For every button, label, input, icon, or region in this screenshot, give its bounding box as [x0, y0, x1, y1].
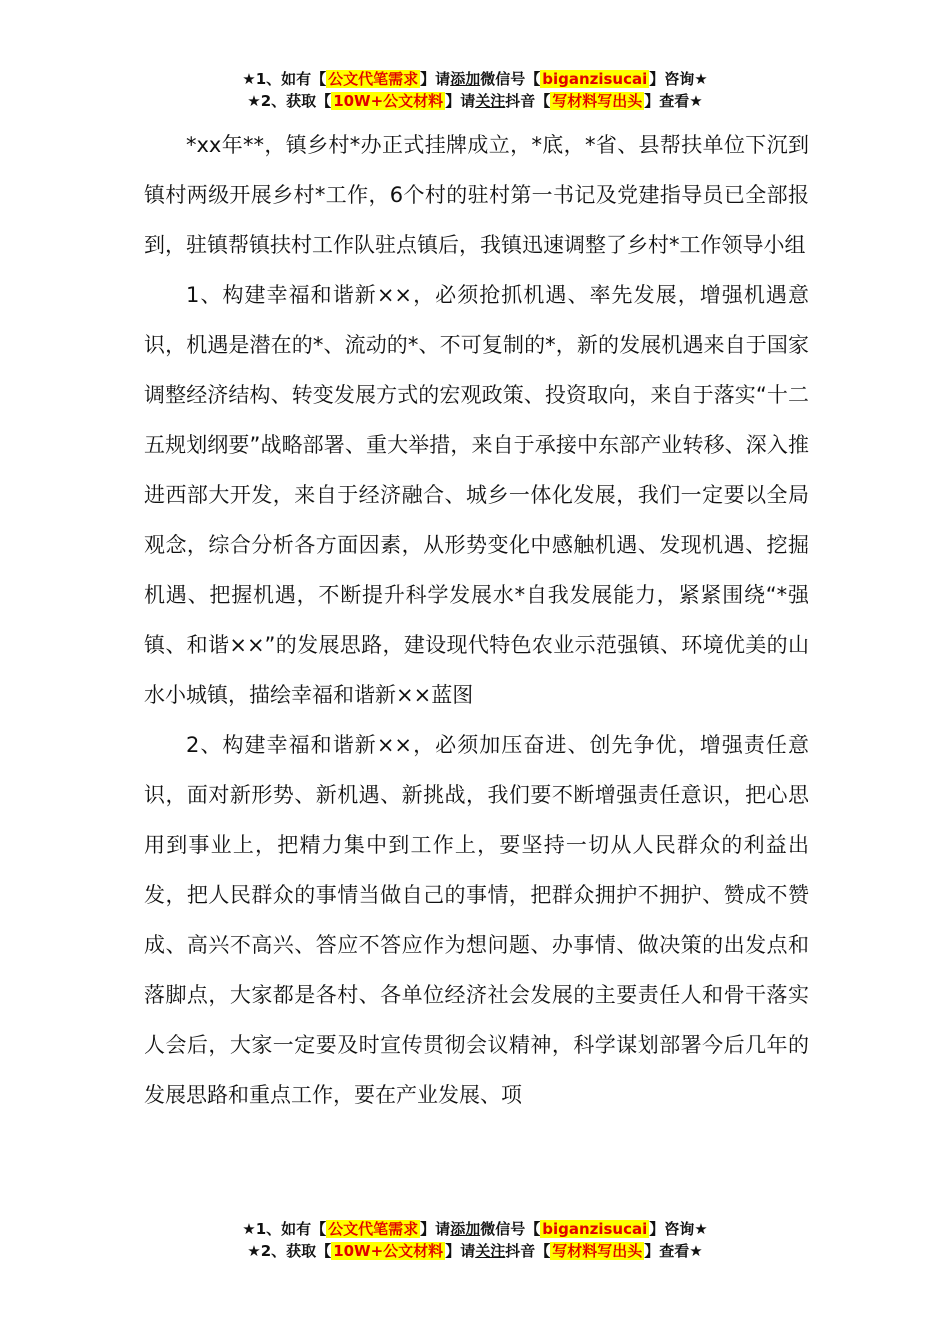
banner-text: 】查看★ [644, 1242, 703, 1260]
banner-text-underlined: 关注 [475, 1242, 506, 1260]
banner-text: 抖音【 [505, 92, 551, 110]
banner-text-underlined: 关注 [475, 92, 506, 110]
banner-text: ★2、获取【 [247, 1242, 332, 1260]
banner-text: 抖音【 [505, 1242, 551, 1260]
banner-text: 】咨询★ [649, 70, 708, 88]
paragraph-2: 2、构建幸福和谐新××，必须加压奋进、创先争优，增强责任意识，面对新形势、新机遇、新挑战，我们要不断增强责任意识，把心思用到事业上，把精力集中到工作上，要坚持一切从人民群众的利益出发，把人民群众的事情当做自己的事情，把群众拥护不拥护、赞成不赞成、高兴不高兴、答应不答应作为想问题、办事情、做决策的出发点和落脚点，大家都是各村、各单位经济社会发展的主要责任人和骨干落实人会后，大家一定要及时宣传贯彻会议精神，科学谋划部署今后几年的发展思路和重点工作，要在产业发展、项 [144, 733, 809, 1107]
paragraph-intro: *xx年**，镇乡村*办正式挂牌成立，*底，*省、县帮扶单位下沉到镇村两级开展乡村*工作，6个村的驻村第一书记及党建指导员已全部报到，驻镇帮镇扶村工作队驻点镇后，我镇迅速调整了乡村*工作领导小组 [144, 133, 809, 257]
banner-line-1 [0, 68, 950, 90]
header-banner [0, 68, 950, 112]
banner-text: 微信号【 [480, 1220, 541, 1238]
highlight-materials: 10W+公文材料 [333, 1242, 444, 1260]
banner-line-2 [0, 1240, 950, 1262]
highlight-douyin: 写材料写出头 [552, 92, 643, 110]
banner-line-1 [0, 1218, 950, 1240]
highlight-wechat-id: biganzisucai [542, 1220, 648, 1238]
banner-text: 】请 [445, 92, 476, 110]
banner-text: 】查看★ [644, 92, 703, 110]
banner-text: ★1、如有【 [242, 1220, 327, 1238]
banner-text: ★1、如有【 [242, 70, 327, 88]
banner-text: 微信号【 [480, 70, 541, 88]
highlight-service: 公文代笔需求 [328, 1220, 419, 1238]
banner-text: ★2、获取【 [247, 92, 332, 110]
highlight-service: 公文代笔需求 [328, 70, 419, 88]
highlight-materials: 10W+公文材料 [333, 92, 444, 110]
banner-text: 】请 [445, 1242, 476, 1260]
document-body [144, 120, 809, 1120]
banner-text: 】请 [420, 70, 451, 88]
footer-banner [0, 1218, 950, 1262]
highlight-wechat-id: biganzisucai [542, 70, 648, 88]
banner-text-underlined: 添加 [450, 70, 481, 88]
paragraph-1: 1、构建幸福和谐新××，必须抢抓机遇、率先发展，增强机遇意识，机遇是潜在的*、流动的*、不可复制的*，新的发展机遇来自于国家调整经济结构、转变发展方式的宏观政策、投资取向，来自于落实“十二五规划纲要”战略部署、重大举措，来自于承接中东部产业转移、深入推进西部大开发，来自于经济融合、城乡一体化发展，我们一定要以全局观念，综合分析各方面因素，从形势变化中感触机遇、发现机遇、挖掘机遇、把握机遇，不断提升科学发展水*自我发展能力，紧紧围绕“*强镇、和谐××”的发展思路，建设现代特色农业示范强镇、环境优美的山水小城镇，描绘幸福和谐新××蓝图 [144, 283, 809, 707]
banner-line-2 [0, 90, 950, 112]
banner-text-underlined: 添加 [450, 1220, 481, 1238]
banner-text: 】咨询★ [649, 1220, 708, 1238]
banner-text: 】请 [420, 1220, 451, 1238]
highlight-douyin: 写材料写出头 [552, 1242, 643, 1260]
